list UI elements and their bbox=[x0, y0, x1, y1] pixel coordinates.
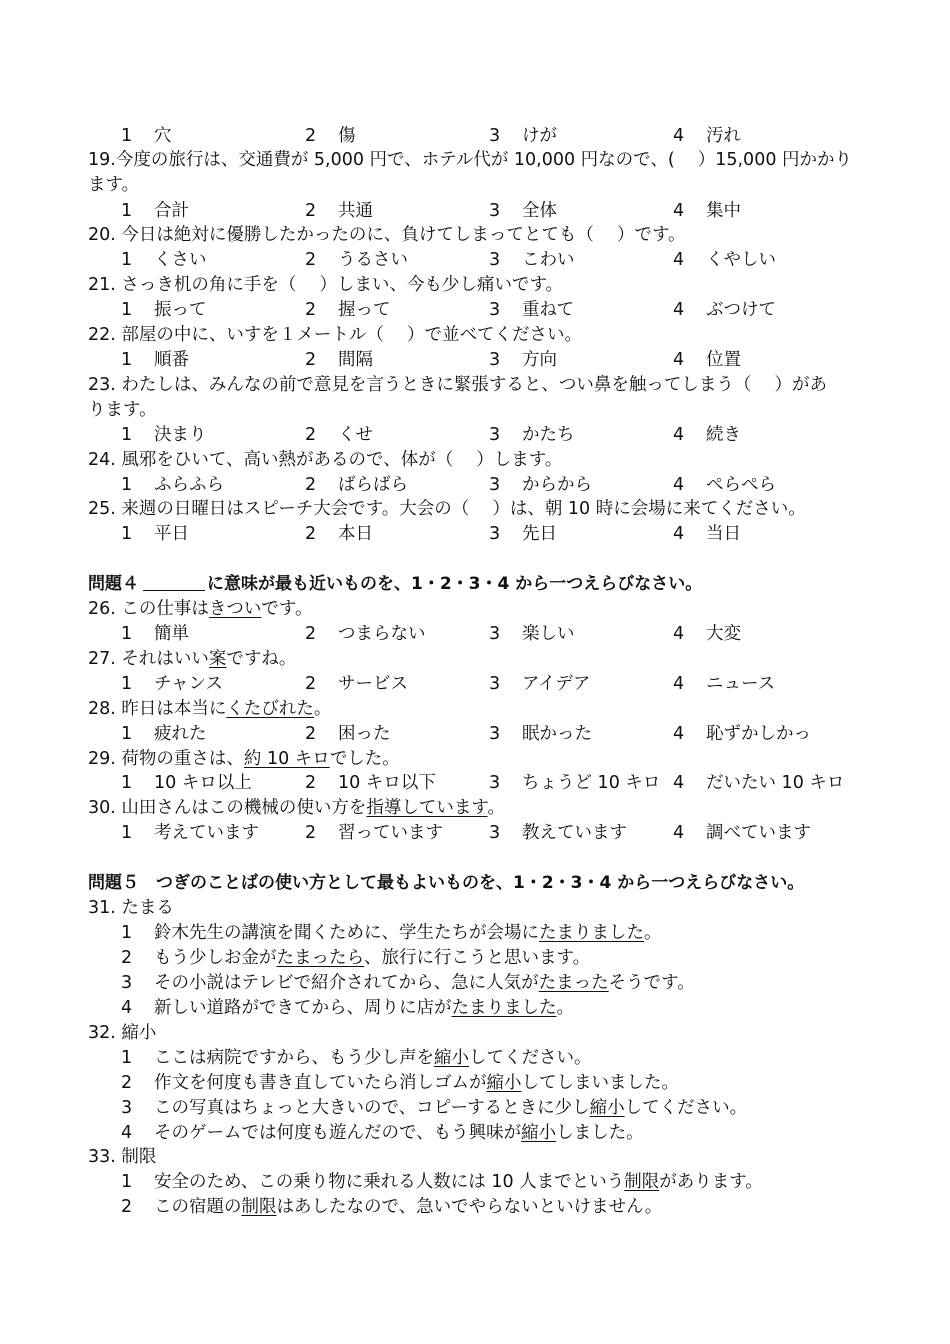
question-text bbox=[88, 796, 868, 821]
choice-number: 2 bbox=[305, 300, 317, 320]
choice-number: 2 bbox=[305, 250, 317, 270]
choice-row bbox=[121, 722, 901, 747]
choice-row bbox=[121, 423, 901, 448]
choice-number: 4 bbox=[673, 300, 685, 320]
choice-option bbox=[121, 473, 224, 498]
blank-line bbox=[143, 574, 205, 591]
choice-option bbox=[489, 423, 575, 448]
underlined-word: 縮小 bbox=[434, 1048, 469, 1068]
choice-text: 合計 bbox=[154, 201, 189, 221]
choice-option bbox=[489, 199, 557, 224]
choice-text: こわい bbox=[522, 250, 575, 270]
question-text: 23. わたしは、みんなの前で意見を言うときに緊張すると、つい鼻を触ってしまう（ ）があ bbox=[88, 375, 827, 395]
choice-number: 4 bbox=[673, 250, 685, 270]
choice-option bbox=[305, 821, 443, 846]
choice-option bbox=[305, 248, 408, 273]
choice-number: 3 bbox=[489, 350, 501, 370]
choice-text: ニュース bbox=[706, 674, 776, 694]
choice-option bbox=[673, 348, 741, 373]
choice-text: つまらない bbox=[338, 624, 426, 644]
choice-text: 握って bbox=[338, 300, 391, 320]
choice-text: ちょうど 10 キロ bbox=[522, 773, 661, 793]
option-tail: 。 bbox=[644, 923, 662, 943]
question-text: 20. 今日は絶対に優勝したかったのに、負けてしまってとても（ ）です。 bbox=[88, 225, 686, 245]
underlined-word: たまった bbox=[538, 973, 609, 993]
choice-text: 習っています bbox=[338, 823, 443, 843]
choice-text: 本日 bbox=[338, 524, 373, 544]
choice-text: 調べています bbox=[706, 823, 811, 843]
choice-text: 方向 bbox=[522, 350, 557, 370]
choice-number: 4 bbox=[673, 823, 685, 843]
question-text bbox=[88, 647, 868, 672]
choice-number: 3 bbox=[489, 724, 501, 744]
choice-number: 2 bbox=[305, 425, 317, 445]
option-number: 1 bbox=[121, 923, 133, 943]
choice-text: 眠かった bbox=[522, 724, 592, 744]
underlined-word: くたびれた bbox=[226, 699, 314, 719]
choice-option bbox=[121, 199, 189, 224]
option-tail: そうです。 bbox=[608, 973, 695, 993]
choice-number: 3 bbox=[489, 126, 501, 146]
choice-row bbox=[121, 124, 901, 149]
choice-option bbox=[305, 423, 373, 448]
choice-number: 1 bbox=[121, 201, 133, 221]
choice-option bbox=[121, 771, 252, 796]
choice-text: うるさい bbox=[338, 250, 408, 270]
usage-option bbox=[121, 1195, 901, 1220]
question-text: ます。 bbox=[88, 175, 140, 195]
choice-option bbox=[489, 622, 575, 647]
question-lead: 27. それはいい bbox=[88, 649, 209, 669]
choice-number: 2 bbox=[305, 126, 317, 146]
choice-option bbox=[121, 423, 207, 448]
choice-option bbox=[305, 622, 426, 647]
option-tail: 、旅行に行こうと思います。 bbox=[364, 948, 591, 968]
choice-option bbox=[489, 722, 592, 747]
choice-text: チャンス bbox=[154, 674, 223, 694]
choice-text: 恥ずかしかっ bbox=[706, 724, 811, 744]
option-lead: この宿題の bbox=[154, 1197, 242, 1217]
choice-option bbox=[121, 821, 259, 846]
choice-option bbox=[489, 522, 557, 547]
choice-row bbox=[121, 199, 901, 224]
question-text: 33. 制限 bbox=[88, 1147, 157, 1167]
usage-option bbox=[121, 1046, 901, 1071]
option-lead: 新しい道路ができてから、周りに店が bbox=[154, 998, 452, 1018]
choice-text: 大変 bbox=[706, 624, 741, 644]
choice-text: 考えています bbox=[154, 823, 259, 843]
option-number: 4 bbox=[121, 998, 133, 1018]
choice-option bbox=[121, 722, 207, 747]
choice-option bbox=[673, 199, 741, 224]
choice-option bbox=[673, 771, 844, 796]
choice-text: 先日 bbox=[522, 524, 557, 544]
section-instruction: に意味が最も近いものを、1・2・3・4 から一つえらびなさい。 bbox=[207, 574, 703, 594]
choice-option bbox=[489, 821, 627, 846]
choice-option bbox=[305, 199, 373, 224]
choice-number: 2 bbox=[305, 724, 317, 744]
choice-option bbox=[673, 124, 741, 149]
choice-text: 集中 bbox=[706, 201, 741, 221]
usage-option bbox=[121, 1096, 901, 1121]
usage-option bbox=[121, 1170, 901, 1195]
choice-option bbox=[305, 522, 373, 547]
choice-text: 10 キロ以上 bbox=[154, 773, 252, 793]
choice-number: 2 bbox=[305, 823, 317, 843]
question-lead: 30. 山田さんはこの機械の使い方を bbox=[88, 798, 367, 818]
choice-number: 3 bbox=[489, 300, 501, 320]
option-lead: この写真はちょっと大きいので、コピーするときに少し bbox=[154, 1098, 590, 1118]
choice-text: けが bbox=[522, 126, 557, 146]
choice-option bbox=[305, 124, 356, 149]
question-text: 25. 来週の日曜日はスピーチ大会です。大会の（ ）は、朝 10 時に会場に来てください。 bbox=[88, 499, 806, 519]
choice-number: 1 bbox=[121, 624, 133, 644]
choice-number: 4 bbox=[673, 350, 685, 370]
choice-number: 1 bbox=[121, 300, 133, 320]
choice-number: 2 bbox=[305, 475, 317, 495]
choice-option bbox=[489, 124, 557, 149]
choice-number: 1 bbox=[121, 475, 133, 495]
option-lead: そのゲームでは何度も遊んだので、もう興味が bbox=[154, 1123, 522, 1143]
question-tail: 。 bbox=[313, 699, 332, 719]
choice-text: 困った bbox=[338, 724, 391, 744]
usage-option bbox=[121, 1121, 901, 1146]
choice-text: ばらばら bbox=[338, 475, 408, 495]
option-number: 3 bbox=[121, 1098, 133, 1118]
underlined-word: 案 bbox=[208, 649, 227, 669]
option-lead: 作文を何度も書き直していたら消しゴムが bbox=[154, 1073, 487, 1093]
choice-text: ぺらぺら bbox=[706, 475, 776, 495]
choice-text: サービス bbox=[338, 674, 408, 694]
choice-text: ぶつけて bbox=[706, 300, 776, 320]
choice-option bbox=[305, 473, 408, 498]
choice-number: 3 bbox=[489, 524, 501, 544]
choice-text: 間隔 bbox=[338, 350, 373, 370]
choice-number: 4 bbox=[673, 674, 685, 694]
question-tail: 。 bbox=[487, 798, 506, 818]
choice-text: ふらふら bbox=[154, 475, 224, 495]
question-tail: です。 bbox=[261, 599, 313, 619]
choice-number: 3 bbox=[489, 250, 501, 270]
option-number: 4 bbox=[121, 1123, 133, 1143]
choice-number: 1 bbox=[121, 823, 133, 843]
choice-number: 2 bbox=[305, 350, 317, 370]
choice-number: 2 bbox=[305, 524, 317, 544]
choice-number: 4 bbox=[673, 425, 685, 445]
option-number: 2 bbox=[121, 948, 133, 968]
choice-text: だいたい 10 キロ bbox=[706, 773, 845, 793]
choice-row bbox=[121, 771, 901, 796]
option-tail: してください。 bbox=[469, 1048, 592, 1068]
choice-number: 4 bbox=[673, 724, 685, 744]
choice-row bbox=[121, 672, 901, 697]
choice-number: 3 bbox=[489, 475, 501, 495]
choice-option bbox=[489, 348, 557, 373]
underlined-word: たまったら bbox=[276, 948, 364, 968]
choice-text: 汚れ bbox=[706, 126, 741, 146]
choice-text: 楽しい bbox=[522, 624, 575, 644]
choice-text: からから bbox=[522, 475, 592, 495]
question-lead: 29. 荷物の重さは、 bbox=[88, 749, 244, 769]
choice-option bbox=[305, 298, 391, 323]
usage-option bbox=[121, 971, 901, 996]
question-tail: ですね。 bbox=[226, 649, 297, 669]
underlined-word: たまりました bbox=[451, 998, 557, 1018]
option-lead: その小説はテレビで紹介されてから、急に人気が bbox=[154, 973, 539, 993]
choice-text: 重ねて bbox=[522, 300, 575, 320]
option-tail: 。 bbox=[556, 998, 574, 1018]
choice-number: 1 bbox=[121, 350, 133, 370]
choice-option bbox=[489, 248, 575, 273]
question-text: 24. 風邪をひいて、高い熱があるので、体が（ ）します。 bbox=[88, 450, 563, 470]
choice-option bbox=[673, 722, 811, 747]
option-tail: があります。 bbox=[659, 1172, 763, 1192]
question-text bbox=[88, 747, 868, 772]
question-text: 22. 部屋の中に、いすを１メートル（ ）で並べてください。 bbox=[88, 325, 582, 345]
choice-number: 4 bbox=[673, 524, 685, 544]
question-text: 32. 縮小 bbox=[88, 1023, 157, 1043]
choice-text: くせ bbox=[338, 425, 373, 445]
choice-option bbox=[121, 298, 207, 323]
choice-number: 3 bbox=[489, 201, 501, 221]
choice-text: くさい bbox=[154, 250, 207, 270]
question-text: ります。 bbox=[88, 400, 157, 420]
question-text: 19.今度の旅行は、交通費が 5,000 円で、ホテル代が 10,000 円なので、( ）15,000 円かかり bbox=[88, 150, 853, 170]
choice-row bbox=[121, 622, 901, 647]
section-heading bbox=[88, 572, 868, 597]
question-text bbox=[88, 597, 868, 622]
choice-text: アイデア bbox=[522, 674, 591, 694]
choice-option bbox=[489, 672, 590, 697]
option-lead: 鈴木先生の講演を聞くために、学生たちが会場に bbox=[154, 923, 539, 943]
choice-number: 2 bbox=[305, 674, 317, 694]
option-lead: もう少しお金が bbox=[154, 948, 277, 968]
choice-row bbox=[121, 522, 901, 547]
choice-number: 1 bbox=[121, 126, 133, 146]
choice-text: 位置 bbox=[706, 350, 741, 370]
choice-option bbox=[673, 672, 775, 697]
choice-option bbox=[121, 622, 189, 647]
choice-text: 決まり bbox=[154, 425, 207, 445]
question-tail: でした。 bbox=[329, 749, 400, 769]
choice-number: 1 bbox=[121, 773, 133, 793]
underlined-word: 指導しています bbox=[366, 798, 488, 818]
choice-number: 2 bbox=[305, 773, 317, 793]
option-number: 2 bbox=[121, 1073, 133, 1093]
option-lead: ここは病院ですから、もう少し声を bbox=[154, 1048, 434, 1068]
choice-text: 平日 bbox=[154, 524, 189, 544]
choice-option bbox=[121, 348, 189, 373]
choice-option bbox=[121, 124, 172, 149]
usage-option bbox=[121, 1071, 901, 1096]
choice-number: 3 bbox=[489, 624, 501, 644]
underlined-word: きつい bbox=[208, 599, 262, 619]
choice-number: 3 bbox=[489, 773, 501, 793]
choice-number: 1 bbox=[121, 724, 133, 744]
question-text bbox=[88, 697, 868, 722]
underlined-word: 縮小 bbox=[589, 1098, 625, 1118]
choice-row bbox=[121, 348, 901, 373]
option-lead: 安全のため、この乗り物に乗れる人数には 10 人までという bbox=[154, 1172, 625, 1192]
choice-row bbox=[121, 298, 901, 323]
choice-text: 疲れた bbox=[154, 724, 207, 744]
choice-text: 全体 bbox=[522, 201, 557, 221]
option-number: 1 bbox=[121, 1048, 133, 1068]
choice-number: 1 bbox=[121, 524, 133, 544]
question-lead: 26. この仕事は bbox=[88, 599, 209, 619]
section-number: 問題４ bbox=[88, 574, 139, 594]
choice-option bbox=[305, 722, 391, 747]
choice-option bbox=[121, 522, 189, 547]
choice-text: 穴 bbox=[154, 126, 172, 146]
choice-option bbox=[489, 298, 574, 323]
usage-option bbox=[121, 921, 901, 946]
choice-text: 順番 bbox=[154, 350, 189, 370]
choice-number: 4 bbox=[673, 126, 685, 146]
option-number: 3 bbox=[121, 973, 133, 993]
section-heading: 問題５ つぎのことばの使い方として最もよいものを、1・2・3・4 から一つえらびなさい。 bbox=[88, 873, 805, 893]
choice-text: 続き bbox=[706, 425, 741, 445]
choice-number: 1 bbox=[121, 250, 133, 270]
choice-text: 共通 bbox=[338, 201, 373, 221]
underlined-word: 制限 bbox=[624, 1172, 660, 1192]
choice-number: 3 bbox=[489, 425, 501, 445]
choice-number: 4 bbox=[673, 624, 685, 644]
usage-option bbox=[121, 946, 901, 971]
choice-row bbox=[121, 821, 901, 846]
question-lead: 28. 昨日は本当に bbox=[88, 699, 227, 719]
choice-text: 傷 bbox=[338, 126, 356, 146]
option-tail: しました。 bbox=[556, 1123, 644, 1143]
choice-text: 10 キロ以下 bbox=[338, 773, 436, 793]
choice-number: 2 bbox=[305, 201, 317, 221]
choice-row bbox=[121, 248, 901, 273]
choice-number: 4 bbox=[673, 475, 685, 495]
choice-option bbox=[305, 348, 373, 373]
choice-option bbox=[489, 771, 660, 796]
question-text: 21. さっき机の角に手を（ ）しまい、今も少し痛いです。 bbox=[88, 275, 564, 295]
underlined-word: たまりました bbox=[539, 923, 644, 943]
underlined-word: 約 10 キロ bbox=[243, 749, 330, 769]
choice-option bbox=[121, 672, 223, 697]
choice-option bbox=[673, 473, 776, 498]
option-tail: はあしたなので、急いでやらないといけません。 bbox=[276, 1197, 663, 1217]
choice-number: 4 bbox=[673, 773, 685, 793]
option-tail: してください。 bbox=[624, 1098, 748, 1118]
choice-number: 3 bbox=[489, 674, 501, 694]
option-number: 1 bbox=[121, 1172, 133, 1192]
choice-number: 3 bbox=[489, 823, 501, 843]
underlined-word: 縮小 bbox=[486, 1073, 522, 1093]
choice-row bbox=[121, 473, 901, 498]
choice-option bbox=[673, 423, 741, 448]
choice-option bbox=[673, 622, 741, 647]
choice-option bbox=[489, 473, 592, 498]
choice-option bbox=[673, 522, 741, 547]
choice-option bbox=[673, 821, 811, 846]
choice-text: 簡単 bbox=[154, 624, 189, 644]
option-number: 2 bbox=[121, 1197, 133, 1217]
choice-number: 1 bbox=[121, 425, 133, 445]
usage-option bbox=[121, 996, 901, 1021]
choice-option bbox=[305, 672, 408, 697]
choice-option bbox=[305, 771, 436, 796]
choice-number: 4 bbox=[673, 201, 685, 221]
choice-text: くやしい bbox=[706, 250, 776, 270]
choice-number: 2 bbox=[305, 624, 317, 644]
choice-option bbox=[673, 248, 776, 273]
choice-option bbox=[673, 298, 776, 323]
option-tail: してしまいました。 bbox=[521, 1073, 679, 1093]
choice-text: 教えています bbox=[522, 823, 627, 843]
underlined-word: 縮小 bbox=[521, 1123, 557, 1143]
choice-number: 1 bbox=[121, 674, 133, 694]
choice-text: かたち bbox=[522, 425, 575, 445]
choice-text: 振って bbox=[154, 300, 207, 320]
underlined-word: 制限 bbox=[241, 1197, 277, 1217]
question-text: 31. たまる bbox=[88, 898, 174, 918]
choice-option bbox=[121, 248, 207, 273]
choice-text: 当日 bbox=[706, 524, 741, 544]
